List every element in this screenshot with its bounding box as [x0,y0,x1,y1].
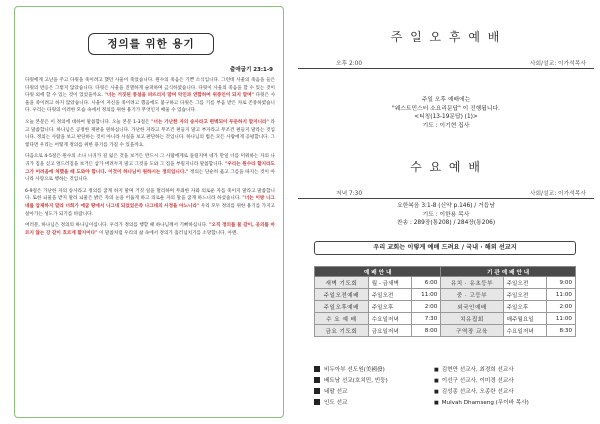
paragraph-text: 여러분, 하나님은 정의의 하나님이십니다. 우리가 정의를 행할 때 하나님께서 기뻐하십니다. [25,223,210,229]
sermon-paragraph [25,119,275,149]
schedule-cell: 9:00 [546,277,575,289]
highlighted-text: "너는 거짓된 풍설을 퍼뜨리지 말며 악인과 연합하여 위증인이 되지 말며" [104,93,254,99]
schedule-cell: 8:30 [546,325,575,337]
notice-line: <티칭(13-19문답) (1)> [414,114,478,120]
paragraph-text: 이 말씀처럼 우리의 삶 속에서 정의가 흘러넘치기를 소망합니다. 아멘. [97,230,238,236]
sermon-panel [14,6,284,418]
schedule-cell: 주일오전 [503,289,546,301]
square-bullet-icon [314,399,320,405]
square-bullet-icon [314,377,320,383]
highlighted-text: "오직 정의를 물 같이, 공의를 마르지 않는 강 같이 흐르게 할지어다" [25,223,275,236]
paragraph-text: 오늘 본문은 이 정의에 대하여 말씀합니다. 오늘 본문 1-3절은 [25,119,152,125]
divider [298,68,594,69]
mission-field: 인도 선교 [324,399,348,406]
schedule-cell: 수요일저녁 [368,313,411,325]
schedule-cell: 주일오후예배 [315,301,369,313]
schedule-cell: 수요일저녁 [503,325,546,337]
notice-line: 기도 : 이기현 집사 [422,122,470,129]
mission-field: 비두아부 선도원(美國發) [324,366,385,373]
sermon-paragraph [25,222,275,237]
paragraph-text: 라고 말씀합니다. 하나님은 공정한 재판을 원하십니다. 가난한 자라고 무조건 편들지 말고 부자라고 무조건 편들지 말라는 것입니다. 정의는 사람을 보고 판단하는 것이 아니라 사실을 보고 판단하는 것입니다. 하나님의 법은 모든 사람에게 공평합니다. 그렇다면 우리는 어떻게 정의를 위한 용기를 가질 수 있을까요. [25,119,275,148]
square-bullet-icon [314,366,320,372]
paragraph-text: 다음으로 4-5절은 원수의 소나 나귀가 길 잃은 것을 보거든 반드시 그 사람에게로 돌릴지며 네가 만일 너를 미워하는 자의 나귀가 짐을 싣고 엎드러짐을 보거든 삼가 버려두지 말고 그것을 도와 그 짐을 부릴지니라 말씀합니다. [25,154,275,167]
schedule-row [315,301,576,313]
schedule-cell: 주일오전 [503,277,546,289]
wed-line: 기도 : 이한용 목사 [422,211,470,218]
worship-info-panel [298,6,594,418]
schedule-cell: 외국인예배 [441,301,503,313]
schedule-cell: 2:00 [412,301,441,313]
paragraph-text: 정의는 단순히 옳고 그름을 따지는 것이 아니라 사랑으로 행하는 것입니다. [25,169,275,183]
mission-item [314,385,576,396]
mission-item [314,363,576,374]
afternoon-service-title: 주 일 오 후 예 배 [390,30,502,44]
schedule-row [315,289,576,301]
afternoon-service-time: 오후 2:00 [336,61,363,67]
schedule-cell: 7:30 [412,313,441,325]
mission-list [314,363,576,407]
highlighted-text: "우리는 원수라 할지라도 그가 어려움에 처했을 때 도와야 합니다. 이것이 하나님이 원하시는 정의입니다." [25,161,275,175]
worship-banner: 우리 교회는 이렇게 예배 드려요 / 국내 · 해외 선교지 [314,241,576,255]
mission-item [314,374,576,385]
schedule-row [315,313,576,325]
schedule-cell: 월 - 금새벽 [368,277,411,289]
paragraph-text: 6-9절은 가난한 자의 송사라고 정의를 굽게 하지 말며 거짓 일을 멀리하며 무죄한 자와 의로운 자를 죽이지 말라고 말씀합니다. 또한 뇌물을 받지 말라 뇌물은 밝은 자의 눈을 어둡게 하고 의로운 자의 말을 굽게 하느니라 하셨습니다. [25,188,275,202]
mission-item [314,396,576,407]
schedule-cell: 11:00 [546,289,575,301]
wednesday-service-preacher: 사회/설교: 이가석목사 [529,191,586,197]
missionaries: ■ 이선구 선교사, 이미경 선교사 [434,376,576,384]
afternoon-service-preacher: 사회/설교: 이가석목사 [529,61,586,67]
worship-schedule-header: 예 배 안 내 [315,267,441,277]
schedule-cell: 금요 기도회 [315,325,369,337]
sermon-title: 정의를 위한 용기 [88,33,214,55]
schedule-cell: 주일오전예배 [315,289,369,301]
paragraph-text: 다윗은 사울을 죽이려고 하지 않았습니다. 사울이 자신을 죽이려고 했음에도 불구하고 다윗은 그를 기름 부음 받은 자로 존중하였습니다. 우리는 다윗의 이러한 모습 속에서 정의를 위한 용기가 무엇인지 배울 수 있습니다. [25,93,275,114]
schedule-cell: 주일오후 [368,301,411,313]
scripture-reference: 출애굽기 23:1-9 [230,67,273,73]
wednesday-service-details [298,202,594,228]
paragraph-text: 다윗에게 고난을 주고 다윗을 죽이려고 했던 사울이 죽었습니다. 원수의 죽음은 기쁜 소식입니다. 그런데 사울의 죽음을 들은 다윗의 반응은 그렇지 않았습니다. 다윗은 사울을 진멸하게 슬퍼하며 금식하였습니다. 다윗이 사울의 죽음을 할 수 있는 것이 다윗 외에 할 수 있는 것이 있었을까요. [25,78,275,99]
wed-line: 요한복음 3:1-8 (신약 p.146) / 거듭남 [397,203,495,209]
divider [298,198,594,199]
schedule-cell: 8:00 [412,325,441,337]
schedule-row [315,277,576,289]
missionaries: ■ 김성종 선교사, 오종란 선교사 [434,387,576,395]
schedule-cell: 매주월요일 [503,313,546,325]
square-bullet-icon [314,388,320,394]
schedule-cell: 구역장 교육 [441,325,503,337]
sermon-paragraph [25,153,275,183]
schedule-row [315,325,576,337]
schedule-cell: 치유집회 [441,313,503,325]
schedule-cell: 2:00 [546,301,575,313]
missionaries: ■ Mulvah Dhamseng (무이바 목사) [434,398,576,406]
mission-field: 베트남 선교(호치민, 빈둥) [324,377,388,384]
mission-field: 네팔 선교 [324,388,348,395]
schedule-cell: 새벽 기도회 [315,277,369,289]
notice-line: "웨스트민스터 소요리문답" 이 진행됩니다. [392,105,500,112]
schedule-cell: 금요일저녁 [368,325,411,337]
missionaries: ■ 김현만 선교사, 최경희 선교사 [434,365,576,373]
notice-line: 주일 오후 예배에는 [421,97,471,103]
wed-line: 찬송 : 289장(통208) / 284장(통206) [396,220,496,226]
schedule-cell: 주일오후 [503,301,546,313]
wednesday-service-time: 저녁 7:30 [336,191,363,197]
wednesday-service-title: 수 요 예 배 [410,160,482,174]
afternoon-service-notice [298,96,594,130]
schedule-cell: 11:00 [412,289,441,301]
sermon-paragraph [25,77,275,115]
department-schedule-header: 기 관 예 배 안 내 [441,267,576,277]
worship-schedule-table [314,266,576,337]
sermon-paragraph [25,188,275,218]
schedule-cell: 중 · 고등부 [441,289,503,301]
sermon-body [25,77,275,412]
schedule-cell: 주일오전 [368,289,411,301]
schedule-cell: 유치 · 유초등부 [441,277,503,289]
schedule-cell: 수 요 예 배 [315,313,369,325]
highlighted-text: "너는 이방 나그네를 압제하지 말라 너희가 애굽 땅에서 나그네 되었었은즉 나그네의 사정을 아느니라" [25,196,275,209]
paragraph-text: 우리 모두 정의를 위한 용기를 가지고 살아가는 성도가 되기를 바랍니다. [25,203,275,217]
schedule-cell: 6:00 [412,277,441,289]
highlighted-text: "너는 가난한 자의 송사라고 편벽되이 두둔하지 말지니라" [151,119,269,125]
schedule-cell: 11:00 [546,313,575,325]
